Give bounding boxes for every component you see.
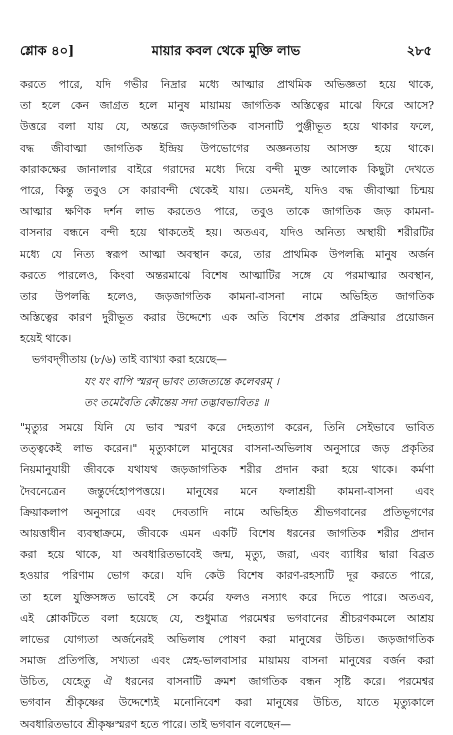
text-line: নিয়মানুযায়ী জীবকে যথাযথ জড়জাগতিক শরীর প্রদান করা হয়ে থাকে। কর্মণা	[20, 463, 434, 477]
text-line: বদ্ধ জীবাত্মা জাগতিক ইন্দ্রিয় উপভোগের অজ্ঞনতায় আসক্ত হয়ে থাকে।	[20, 141, 434, 155]
chapter-title: মায়ার কবল থেকে মুক্তি লাভ	[151, 44, 301, 59]
text-line: দৈবনেত্রেন জন্তুর্দেহোপপত্তয়ে। মানুষের মনে ফলাশ্রয়ী কামনা-বাসনা এবং	[20, 484, 434, 498]
text-line: হওয়ার পরিণাম ভোগ করে। যদি কেউ বিশেষ কারণ-রহস্যটি দূর করতে পারে,	[20, 569, 434, 583]
text-line: এই শ্লোকটিতে বলা হয়েছে যে, শুধুমাত্র পরমেশ্বর ভগবানের শ্রীচরণকমলে আশ্রয়	[20, 611, 434, 625]
text-line: "মৃত্যুর সময়ে যিনি যে ভাব স্মরণ করে দেহত্যাগ করেন, তিনি সেইভাবে ভাবিত	[20, 421, 434, 434]
text-line: বাসনার বন্ধনে বন্দী হয়ে থাকতেই হয়। অতএব, যদিও অনিত্য অস্থায়ী শরীরটির	[20, 226, 434, 240]
text-line: তা হলে কেন জাগ্রত হলে মানুষ মায়াময় জাগতিক অস্তিত্বের মাঝে ফিরে আসে?	[20, 99, 434, 113]
text-line: উচিত, যেহেতু ঐ ধরনের বাসনাটি ক্রমশ জাগতিক বন্ধন সৃষ্টি করে। পরমেশ্বর	[20, 675, 434, 689]
text-line: পারে, কিন্তু তবুও সে কারাবন্দী থেকেই যায়। তেমনই, যদিও বদ্ধ জীবাত্মা চিন্ময়	[20, 183, 434, 197]
text-line: তা হলে যুক্তিসঙ্গত ভাবেই সে কর্মের ফলও নস্যাৎ করে দিতে পারে। অতএব,	[20, 590, 434, 604]
paragraph-1	[20, 74, 434, 349]
sanskrit-verse	[20, 371, 434, 413]
text-line: করতে পারলেও, কিংবা অন্তরমাঝে বিশেষ আত্মাটির সঙ্গে যে পরমাত্মার অবস্থান,	[20, 268, 434, 282]
text-line: আয়ত্তাধীন ব্যবস্থাক্রমে, জীবকে এমন একটি বিশেষ ধরনের জাগতিক শরীর প্রদান	[20, 526, 434, 540]
text-line: অবধারিতভাবে শ্রীকৃষ্ণস্মরণ হতে পারে। তাই ভগবান বলেছেন—	[20, 717, 291, 731]
body-text	[20, 74, 434, 735]
text-line: আত্মার ক্ষণিক দর্শন লাভ করতেও পারে, তবুও তাকে জাগতিক জড় কামনা-	[20, 205, 434, 219]
text-line: ক্রিয়াকলাপ অনুসারে এবং দেবতাদি নামে অভিহিত শ্রীভগবানের প্রতিভূগণের	[20, 505, 434, 519]
text-line: তার উপলব্ধি হলেও, জড়জাগতিক কামনা-বাসনা নামে অভিহিত জাগতিক	[20, 289, 434, 303]
text-line: উত্তরে বলা যায় যে, অন্তরে জড়জাগতিক বাসনাটি পুঞ্জীভূত হয়ে থাকার ফলে,	[20, 120, 434, 134]
text-line: অস্তিত্বের কারণ দুরীভূত করার উদ্দেশ্যে এক অতি বিশেষ প্রকার প্রক্রিয়ার প্রয়োজন	[20, 311, 434, 325]
text-line: ভগবান শ্রীকৃষ্ণের উদ্দেশ্যেই মনোনিবেশ করা মানুষের উচিত, যাতে মৃত্যুকালে	[20, 696, 434, 710]
page-header	[20, 42, 432, 62]
verse-line: তং তমেবৈতি কৌন্তেয় সদা তদ্ভাবভাবিতঃ ॥	[84, 395, 269, 409]
page-number: ২৮৫	[406, 44, 432, 59]
verse-reference: শ্লোক ৪০]	[20, 44, 75, 59]
verse-line: যং যং বাপি স্মরন্‌ ভাবং ত্যজত্যন্তে কলেবরম্‌ ।	[84, 374, 279, 388]
text-line: কারাকক্ষের জানালার বাইরে গরাদের মধ্যে দিয়ে বন্দী মুক্ত আলোক কিছুটা দেখতে	[20, 162, 434, 176]
text-line: হয়েই থাকে।	[20, 332, 72, 346]
verse-intro: ভগবদ্‌গীতায় (৮/৬) তাই ব্যাখ্যা করা হয়েছে—	[32, 353, 227, 367]
text-line: তত্ত্বকেই লাভ করেন।" মৃত্যুকালে মানুষের বাসনা-অভিলাষ অনুসারে জড় প্রকৃতির	[20, 442, 434, 456]
paragraph-2	[20, 417, 434, 735]
text-line: সমাজ প্রতিপত্তি, সখ্যতা এবং স্নেহ-ভালবাসার মায়াময় বাসনা মানুষের বর্জন করা	[20, 654, 434, 668]
text-line: করতে পারে, যদি গভীর নিদ্রার মধ্যে আত্মার প্রাথমিক অভিজ্ঞতা হয়ে থাকে,	[20, 78, 434, 91]
text-line: করা হয়ে থাকে, যা অবধারিতভাবেই জন্ম, মৃত্যু, জরা, এবং ব্যাধির দ্বারা বিব্রত	[20, 548, 434, 562]
text-line: লাভের যোগ্যতা অর্জনেরই অভিলাষ পোষণ করা মানুষের উচিত। জড়জাগতিক	[20, 632, 434, 646]
text-line: মধ্যে যে নিত্য স্বরূপ আত্মা অবস্থান করে, তার প্রাথমিক উপলব্ধি মানুষ অর্জন	[20, 247, 434, 261]
